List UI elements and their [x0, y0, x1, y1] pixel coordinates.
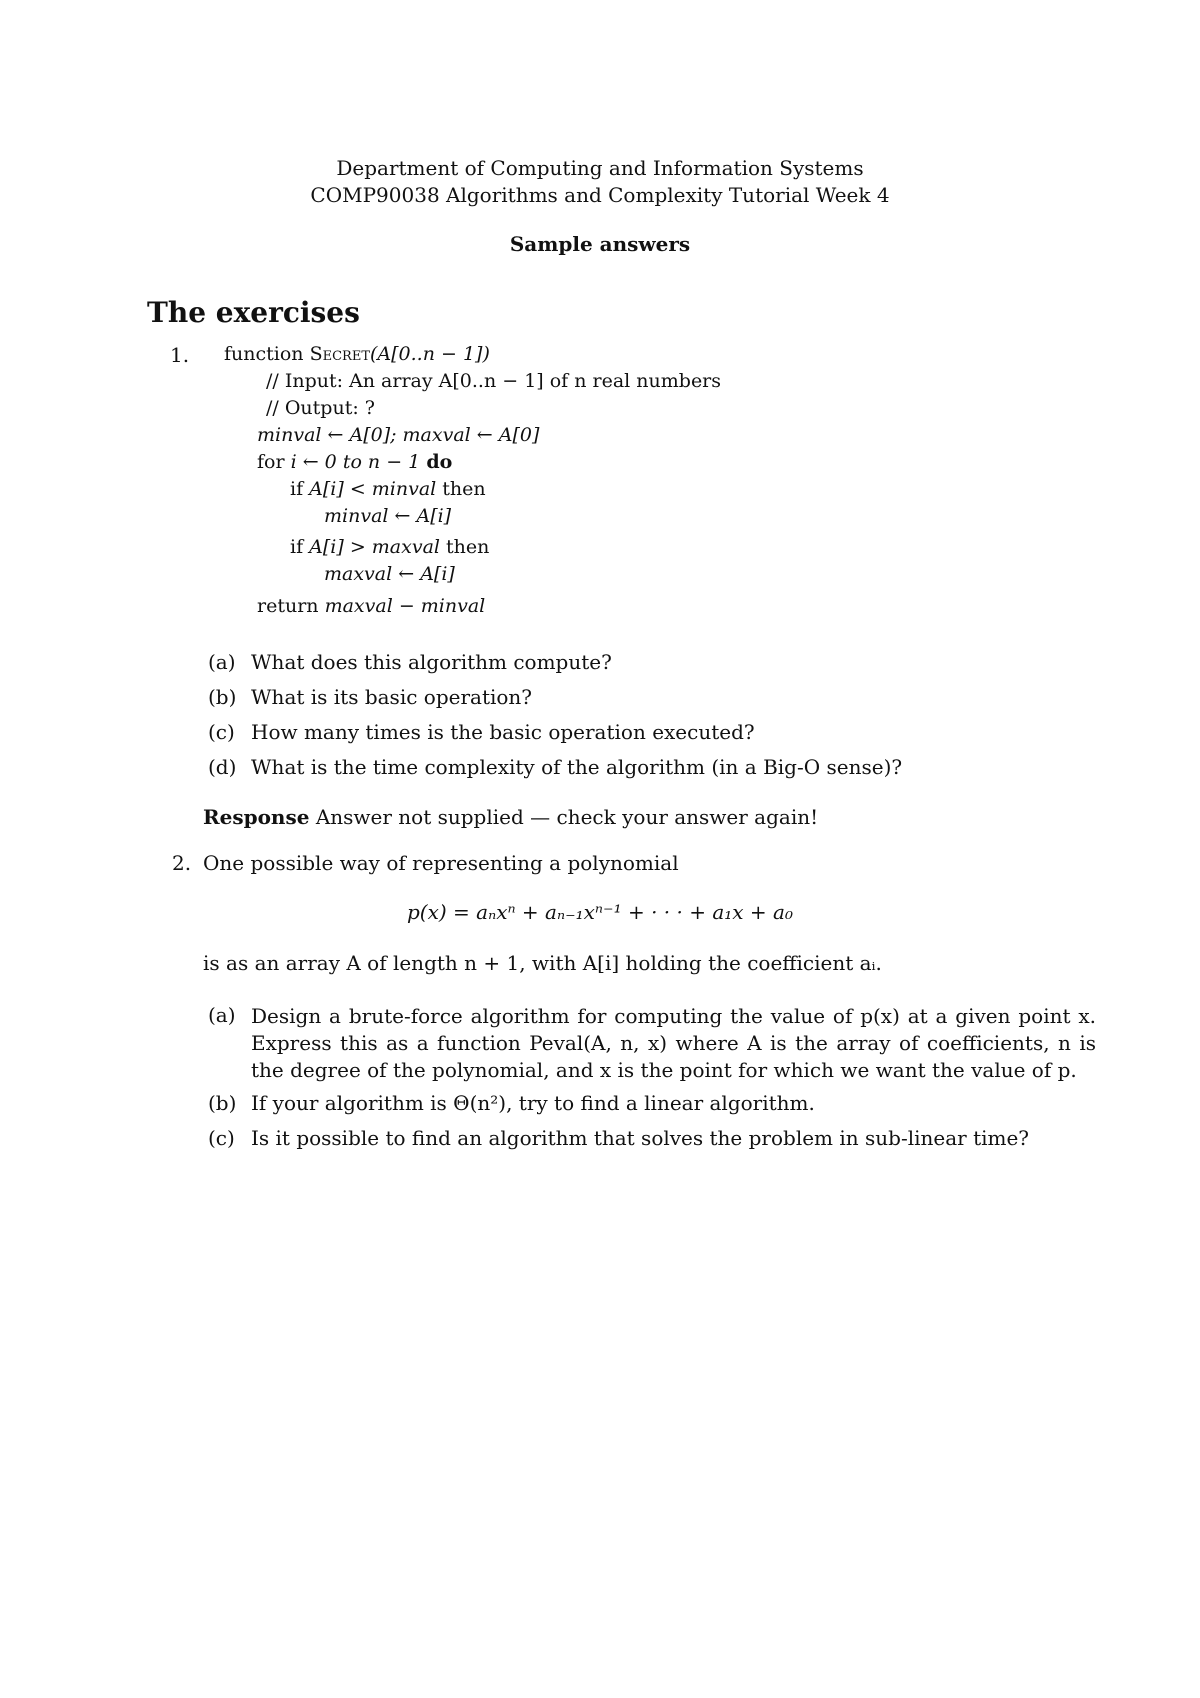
q1-part-d-text: What is the time complexity of the algorithm (in a Big-O sense)?	[251, 755, 903, 779]
course-heading: COMP90038 Algorithms and Complexity Tutorial Week 4	[310, 183, 890, 207]
q1-part-d-label: (d)	[208, 755, 237, 779]
code-line-4: minval ← A[0]; maxval ← A[0]	[257, 424, 540, 446]
condition-min: A[i] < minval	[309, 478, 437, 500]
q2-part-c-text: Is it possible to find an algorithm that solves the problem in sub-linear time?	[251, 1126, 1030, 1150]
q2-part-a-label: (a)	[208, 1003, 236, 1027]
q2-intro: One possible way of representing a polynomial	[203, 851, 679, 875]
q2-part-b-text: If your algorithm is Θ(n²), try to find a linear algorithm.	[251, 1091, 815, 1115]
sample-answers-heading: Sample answers	[509, 232, 691, 256]
q2-part-c-label: (c)	[208, 1126, 235, 1150]
response-line	[203, 805, 818, 829]
q2-part-b-label: (b)	[208, 1091, 237, 1115]
keyword-do: do	[426, 451, 453, 473]
code-line-9: maxval ← A[i]	[324, 563, 455, 585]
code-line-2: // Input: An array A[0..n − 1] of n real numbers	[266, 370, 722, 392]
q1-part-a-text: What does this algorithm compute?	[251, 650, 612, 674]
q1-part-c-label: (c)	[208, 720, 235, 744]
code-line-7: minval ← A[i]	[324, 505, 452, 527]
q1-part-b-text: What is its basic operation?	[251, 685, 533, 709]
code-line-5	[257, 451, 452, 473]
condition-max: A[i] > maxval	[309, 536, 440, 558]
keyword-return: return	[257, 595, 319, 617]
function-name: Secret	[309, 343, 370, 365]
q1-part-a-label: (a)	[208, 650, 236, 674]
response-label: Response	[203, 805, 310, 829]
return-expression: maxval − minval	[324, 595, 486, 617]
keyword-if: if	[290, 536, 304, 558]
keyword-then: then	[446, 536, 490, 558]
q2-number: 2.	[172, 851, 192, 875]
code-line-8	[290, 536, 489, 558]
function-params: (A[0..n − 1])	[370, 343, 490, 365]
q1-number: 1.	[170, 343, 190, 367]
code-line-10	[257, 595, 485, 617]
q1-part-b-label: (b)	[208, 685, 237, 709]
q2-part-a-text: Design a brute-force algorithm for computing the value of p(x) at a given point x. Express this as a function Peval(A, n, x) where A is the array of coefficients, n is the degree of the polynomial, and x is the point for which we want the value of p.	[251, 1004, 1096, 1082]
code-line-3: // Output: ?	[266, 397, 375, 419]
keyword-for: for	[257, 451, 285, 473]
keyword-function: function	[224, 343, 304, 365]
code-line-1	[224, 343, 490, 365]
section-title: The exercises	[147, 296, 360, 329]
q1-part-c-text: How many times is the basic operation executed?	[251, 720, 755, 744]
response-text: Answer not supplied — check your answer again!	[315, 805, 819, 829]
loop-range: i ← 0 to n − 1	[290, 451, 421, 473]
department-heading: Department of Computing and Information Systems	[336, 156, 864, 180]
code-line-6	[290, 478, 486, 500]
polynomial-formula: p(x) = aₙxⁿ + aₙ₋₁xⁿ⁻¹ + · · · + a₁x + a₀	[407, 900, 793, 924]
keyword-then: then	[442, 478, 486, 500]
keyword-if: if	[290, 478, 304, 500]
q2-array-description: is as an array A of length n + 1, with A[i] holding the coefficient aᵢ.	[203, 951, 882, 975]
